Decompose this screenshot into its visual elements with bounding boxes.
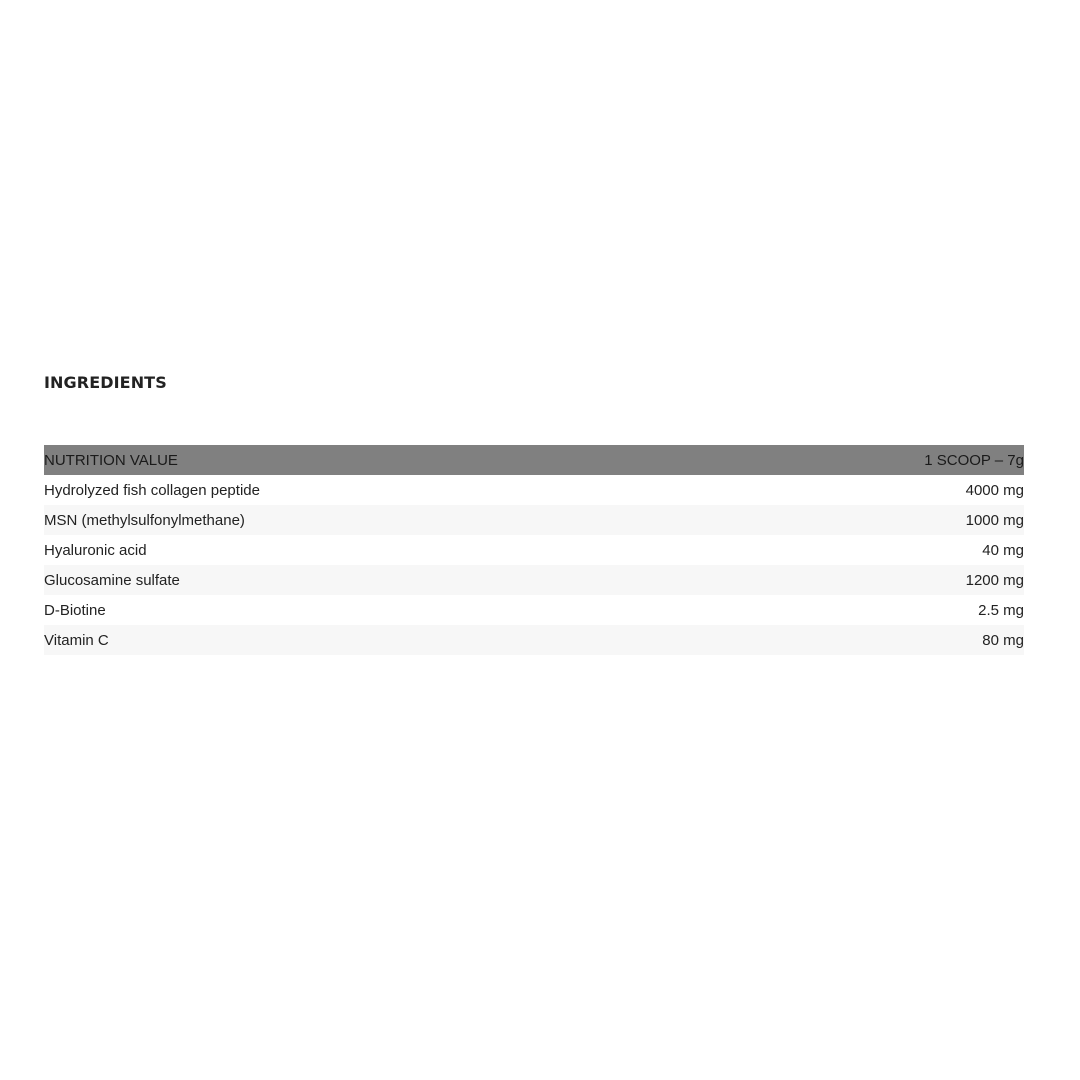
ingredient-amount: 4000 mg bbox=[965, 481, 1024, 499]
header-nutrition-value: NUTRITION VALUE bbox=[44, 451, 178, 469]
ingredient-name: Hyaluronic acid bbox=[44, 541, 147, 559]
ingredient-name: Glucosamine sulfate bbox=[44, 571, 180, 589]
ingredient-name: MSN (methylsulfonylmethane) bbox=[44, 511, 245, 529]
ingredient-amount: 2.5 mg bbox=[978, 601, 1024, 619]
ingredient-amount: 40 mg bbox=[982, 541, 1024, 559]
ingredient-name: Hydrolyzed fish collagen peptide bbox=[44, 481, 260, 499]
ingredient-amount: 1000 mg bbox=[965, 511, 1024, 529]
ingredient-amount: 1200 mg bbox=[965, 571, 1024, 589]
table-row bbox=[44, 505, 1024, 535]
table-row bbox=[44, 565, 1024, 595]
table-body bbox=[44, 475, 1024, 655]
ingredient-name: D-Biotine bbox=[44, 601, 106, 619]
ingredient-name: Vitamin C bbox=[44, 631, 109, 649]
table-header-row bbox=[44, 445, 1024, 475]
header-serving-size: 1 SCOOP – 7g bbox=[924, 451, 1024, 469]
ingredients-section bbox=[44, 370, 1024, 649]
ingredient-amount: 80 mg bbox=[982, 631, 1024, 649]
table-row bbox=[44, 595, 1024, 625]
table-row bbox=[44, 625, 1024, 655]
section-title: INGREDIENTS bbox=[44, 373, 167, 392]
nutrition-table bbox=[44, 445, 1024, 655]
table-row bbox=[44, 535, 1024, 565]
table-header bbox=[44, 445, 1024, 475]
table-row bbox=[44, 475, 1024, 505]
